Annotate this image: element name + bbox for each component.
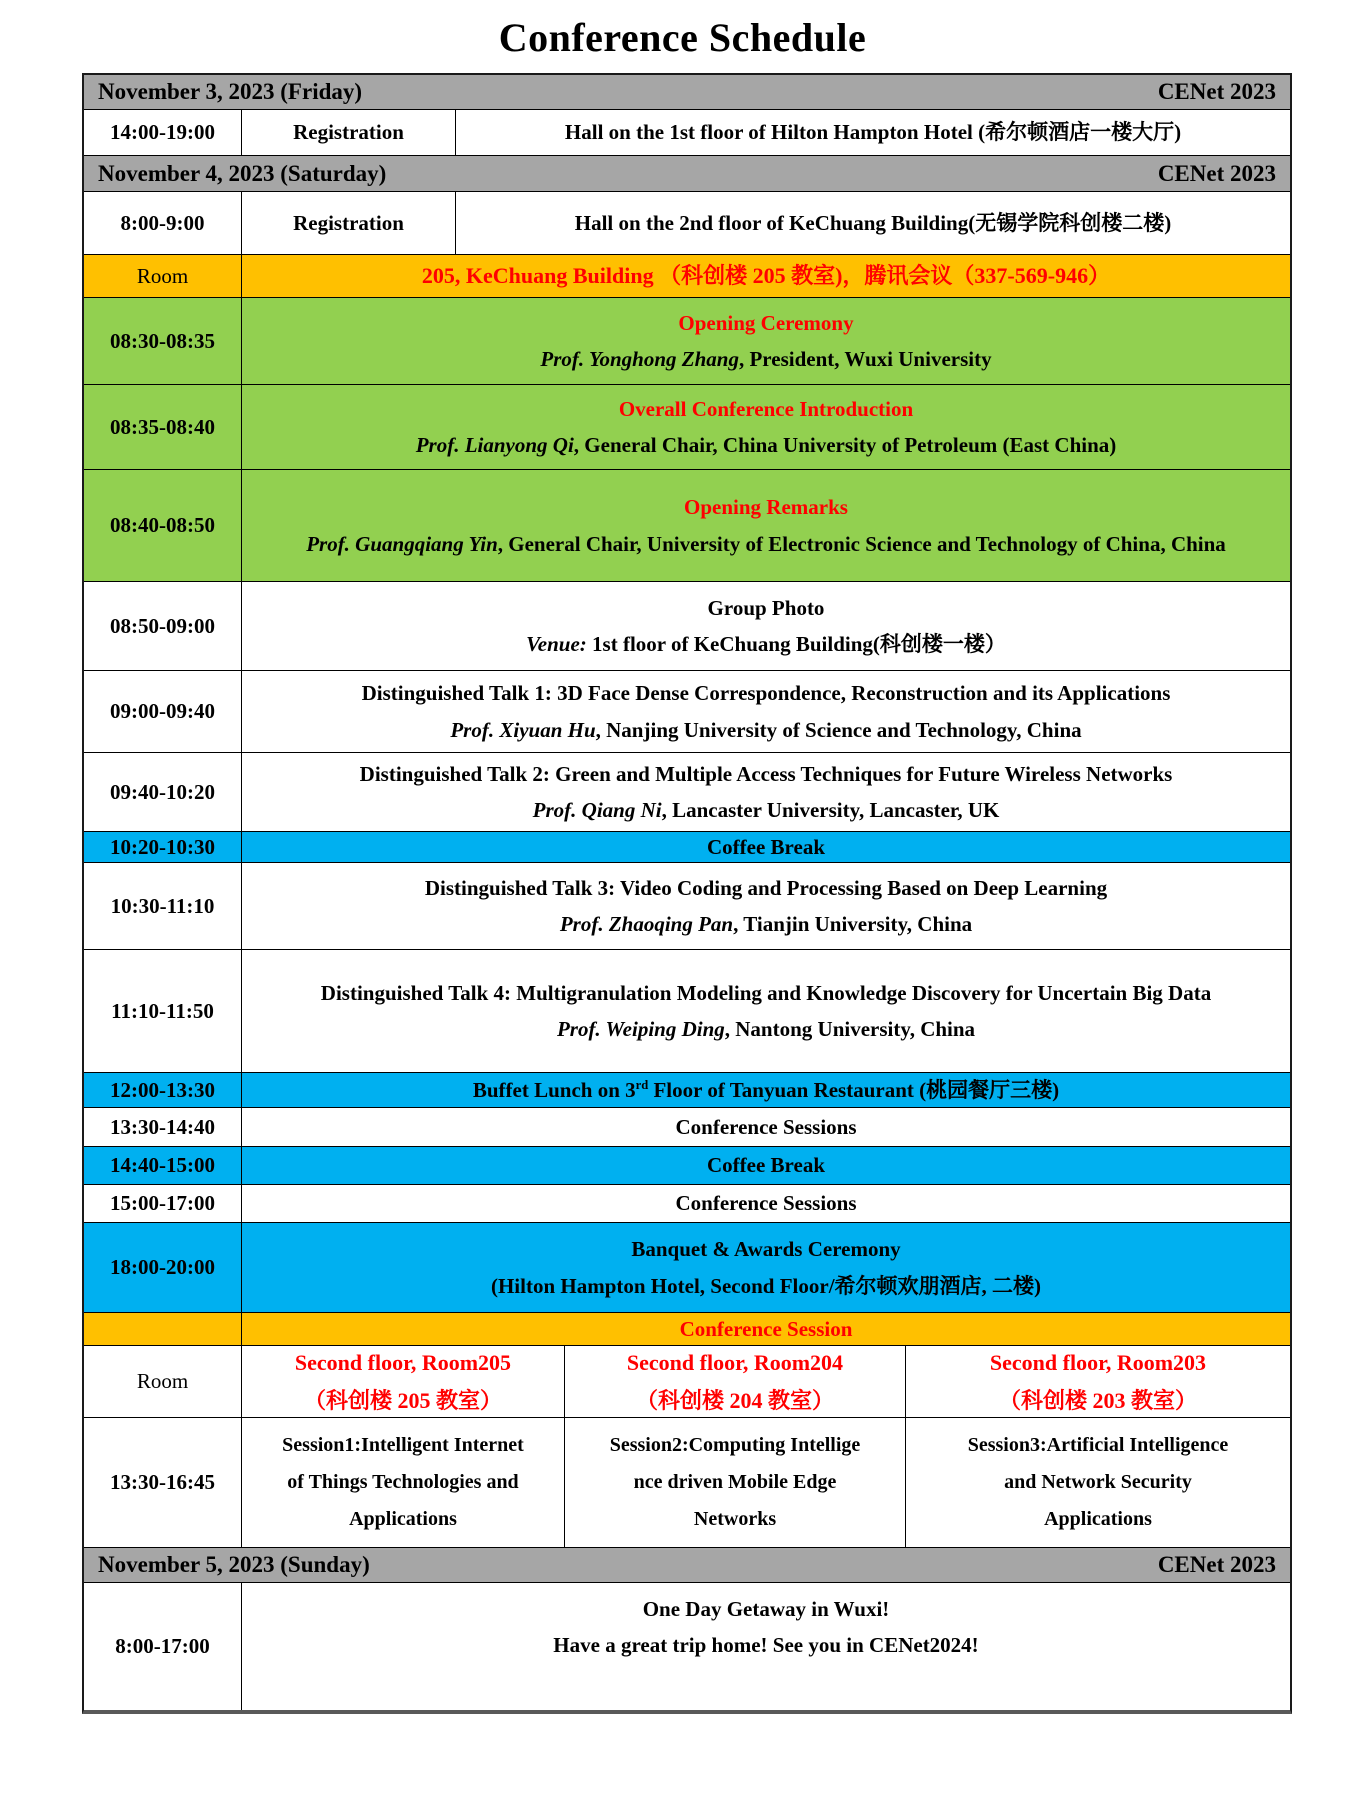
banquet-cell [242,1223,1290,1312]
time-cell: 10:30-11:10 [84,863,242,949]
day3-header-row [84,1547,1290,1582]
speaker-detail: , General Chair, China University of Petroleum (East China) [573,433,1117,457]
time-cell: 09:40-10:20 [84,753,242,831]
day3-date: November 5, 2023 (Sunday) [98,1552,370,1577]
time-cell: 13:30-16:45 [84,1418,242,1547]
conference-session-heading: Conference Session [679,1316,853,1341]
speaker-name: Prof. Xiyuan Hu [450,717,596,742]
speaker-name: Prof. Weiping Ding [556,1017,725,1041]
speaker-name: Prof. Guangqiang Yin [306,531,498,556]
day1-date: November 3, 2023 (Friday) [98,79,363,104]
event-speaker-line [533,792,1000,828]
event-speaker-line [306,526,1226,562]
speaker-detail: , Tianjin University, China [733,912,973,936]
talk-title: Distinguished Talk 4: Multigranulation Modeling and Knowledge Discovery for Uncertain Big Data [320,980,1212,1005]
session-room-203: Second floor, Room203 （科创楼 203 教室） [989,1349,1207,1413]
time-cell: 13:30-14:40 [84,1108,242,1146]
opening-ceremony-row [84,297,1290,384]
session-room-204: Second floor, Room204 （科创楼 204 教室） [565,1346,906,1417]
event-cell [242,753,1290,831]
sessions-label: Conference Sessions [675,1114,857,1139]
speaker-name: Prof. Lianyong Qi [415,433,574,457]
time-cell: 14:40-15:00 [84,1147,242,1184]
room-value: 205, KeChuang Building （科创楼 205 教室)，腾讯会议（337-569-946） [421,263,1111,289]
room-label: Room [84,1346,242,1417]
speaker-name: Prof. Yonghong Zhang [540,347,739,371]
session-room-205: Second floor, Room205 （科创楼 205 教室） [242,1346,565,1417]
event-speaker-line [416,427,1117,463]
speaker-detail: , Nanjing University of Science and Technology, China [595,717,1082,742]
event-speaker-line [450,712,1081,748]
event-speaker-line [540,341,991,377]
break-label: Coffee Break [707,834,825,859]
day2-date: November 4, 2023 (Saturday) [98,160,387,186]
time-cell: 14:00-19:00 [84,110,242,155]
sessions-label: Conference Sessions [675,1191,857,1216]
session2-title: Session2:Computing Intellige nce driven Mobile Edge Networks [565,1418,906,1547]
conference-session-header-row [84,1312,1290,1345]
getaway-message: Have a great trip home! See you in CENet2024! [553,1633,979,1658]
speaker-detail: , Nantong University, China [724,1017,976,1041]
talk2-row [84,752,1290,831]
coffee-break-row [84,831,1290,862]
speaker-detail: , Lancaster University, Lancaster, UK [661,798,1000,822]
event-cell [242,671,1290,752]
event-heading: Opening Ceremony [678,310,854,335]
registration-location: Hall on the 1st floor of Hilton Hampton Hotel (希尔顿酒店一楼大厅) [564,120,1182,145]
session-rooms-row [84,1345,1290,1417]
room-row [84,254,1290,297]
day1-header-row [84,75,1290,109]
coffee-break-row-2 [84,1146,1290,1184]
talk4-row [84,949,1290,1072]
banquet-title: Banquet & Awards Ceremony [631,1237,901,1262]
opening-remarks-row [84,469,1290,581]
time-cell: 18:00-20:00 [84,1223,242,1312]
event-cell [242,470,1290,581]
group-photo-row [84,581,1290,670]
banquet-location: (Hilton Hampton Hotel, Second Floor/希尔顿欢朋酒店, 二楼) [490,1273,1042,1298]
sessions-row-1 [84,1107,1290,1146]
venue-line [526,626,1006,662]
ordinal-suffix: rd [635,1077,649,1092]
banquet-row [84,1222,1290,1312]
sessions-row-2 [84,1184,1290,1222]
conference-intro-row [84,384,1290,469]
talk-title: Distinguished Talk 1: 3D Face Dense Correspondence, Reconstruction and its Applications [361,681,1171,706]
time-cell: 09:00-09:40 [84,671,242,752]
time-cell: 11:10-11:50 [84,950,242,1072]
venue-label: Venue: [526,632,587,656]
speaker-detail: , President, Wuxi University [738,347,992,371]
speaker-name: Prof. Qiang Ni [532,798,662,822]
event-speaker-line [560,906,972,942]
talk3-row [84,862,1290,949]
speaker-name: Prof. Zhaoqing Pan [559,912,734,936]
day1-badge: CENet 2023 [1157,79,1276,104]
getaway-title: One Day Getaway in Wuxi! [642,1597,890,1621]
day2-header-row [84,155,1290,191]
break-label: Coffee Break [707,1153,825,1178]
event-cell [242,582,1290,670]
time-cell: 08:30-08:35 [84,298,242,384]
event-heading: Overall Conference Introduction [618,396,914,421]
room-label: Room [84,255,242,297]
event-cell [242,863,1290,949]
time-cell: 8:00-17:00 [84,1583,242,1710]
registration-label: Registration [242,192,456,254]
time-cell: 08:50-09:00 [84,582,242,670]
getaway-row [84,1582,1290,1710]
page-title: Conference Schedule [498,15,867,60]
time-cell: 10:20-10:30 [84,832,242,862]
registration-label: Registration [242,110,456,155]
event-cell [242,385,1290,469]
talk-title: Distinguished Talk 3: Video Coding and Processing Based on Deep Learning [424,875,1108,900]
day3-badge: CENet 2023 [1157,1552,1276,1577]
lunch-text: Buffet Lunch on 3rd Floor of Tanyuan Restaurant (桃园餐厅三楼) [472,1077,1060,1102]
day1-registration-row [84,109,1290,155]
session3-title: Session3:Artificial Intelligence and Network Security Applications [967,1434,1229,1530]
event-heading: Opening Remarks [684,495,848,520]
parallel-sessions-row [84,1417,1290,1547]
talk-title: Distinguished Talk 2: Green and Multiple Access Techniques for Future Wireless Networks [359,761,1173,786]
lunch-label [242,1073,1290,1107]
time-cell: 12:00-13:30 [84,1073,242,1107]
event-heading: Group Photo [707,595,825,620]
time-cell: 08:40-08:50 [84,470,242,581]
venue-text: 1st floor of KeChuang Building(科创楼一楼） [586,632,1006,656]
time-cell: 8:00-9:00 [84,192,242,254]
schedule-table [82,73,1292,1714]
speaker-detail: , General Chair, University of Electronic Science and Technology of China, China [497,531,1226,556]
event-cell [242,950,1290,1072]
time-cell: 15:00-17:00 [84,1185,242,1222]
lunch-row [84,1072,1290,1107]
day2-badge: CENet 2023 [1157,160,1276,186]
empty-cell [84,1313,242,1345]
event-speaker-line [557,1011,975,1047]
event-cell [242,298,1290,384]
getaway-cell [242,1583,1290,1710]
time-cell: 08:35-08:40 [84,385,242,469]
session1-title: Session1:Intelligent Internet of Things Technologies and Applications [242,1418,565,1547]
registration-location: Hall on the 2nd floor of KeChuang Building(无锡学院科创楼二楼) [574,210,1172,235]
talk1-row [84,670,1290,752]
day2-registration-row [84,191,1290,254]
